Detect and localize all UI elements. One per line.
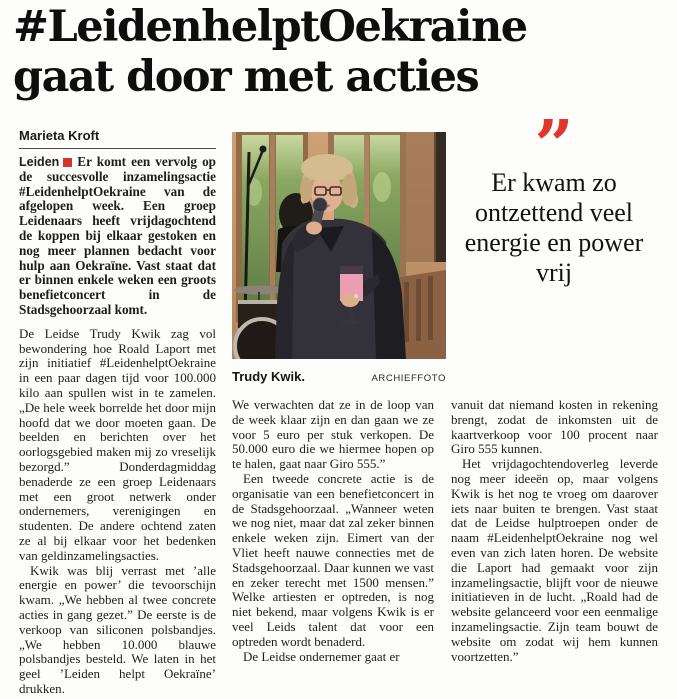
dateline-location: Leiden (19, 155, 60, 169)
article-column-2 (232, 398, 434, 664)
photo-illustration (232, 132, 446, 359)
lead-paragraph (19, 155, 216, 318)
headline-line-1: #LeidenhelptOekraine (13, 2, 527, 52)
pull-quote-text: Er kwam zo ontzettend veel energie en power vrij (464, 168, 644, 287)
pull-quote (448, 116, 660, 288)
body-paragraph: Kwik was blij verrast met ’alle energie en power’ die tevoorschijn kwam. „We hebben al twee concrete acties in gang gezet.” De eerste is de verkoop van siliconen polsbandjes. „We hebben 10.000 blauwe polsbandjes besteld. We laten in het geel ’Leiden helpt Oekraïne’ drukken. (19, 562, 216, 696)
body-paragraph: De Leidse Trudy Kwik zag vol bewondering hoe Roald Laport met zijn initiatief #LeidenhelptOekraine in een paar dagen tijd voor 100.000 kilo aan spullen wist in te zamelen. „De hele week borrelde het door mijn hoofd dat we door moeten gaan. De beelden en berichten over het oorlogsgebied maken mij zo vreselijk bezorgd.” Donderdagmiddag benaderde ze een groep Leidenaars met een groot netwerk onder ondernemers, verenigingen en studenten. De andere ochtend zaten ze al bij elkaar voor het bedenken van geldinzamelingsacties. (19, 325, 216, 563)
body-paragraph: Een tweede concrete actie is de organisatie van een benefietconcert in de Stadsgehoorzaal. „Wanneer weten we nog niet, maar dat zal zeker binnen enkele weken zijn. Eimert van der Vliet heeft nauwe connecties met de Stadsgehoorzaal. Daar kunnen we vast en zeker terecht met 1500 mensen.” Welke artiesten er optreden, is nog niet bekend, maar volgens Kwik is er veel Leids talent dat voor een optreden wordt benaderd. (232, 470, 434, 649)
photo-credit: ARCHIEFFOTO (371, 373, 446, 384)
photo-caption: Trudy Kwik. (232, 369, 305, 384)
article-column-1 (19, 155, 216, 697)
lead-text: Er komt een vervolg op de succesvolle inzamelingsactie #LeidenhelptOekraine van de afgelopen week. Een groep Leidenaars heeft vrijdagochtend de koppen bij elkaar gestoken en nog meer plannen bedacht voor hulp aan Oekraïne. Vast staat dat er binnen enkele weken een groots benefietconcert in de Stadsgehoorzaal komt. (19, 154, 216, 317)
red-square-icon (63, 158, 72, 167)
byline: Marieta Kroft (19, 128, 216, 149)
article-photo (232, 132, 446, 359)
quote-mark-icon: ” (534, 116, 574, 166)
headline-line-2: gaat door met acties (13, 52, 479, 102)
body-paragraph: We verwachten dat ze in de loop van de week klaar zijn en dan gaan we ze voor 5 euro per stuk verkopen. De 50.000 euro die we hiermee hopen op te halen, gaat naar Giro 555.” (232, 397, 434, 472)
article-headline (13, 2, 671, 102)
body-paragraph: De Leidse ondernemer gaat er (243, 648, 400, 664)
body-paragraph: Het vrijdagochtendoverleg leverde nog meer ideeën op, maar volgens Kwik is het nog te vroeg om daarover iets naar buiten te brengen. Vast staat dat de Leidse hulptroepen onder de naam #LeidenhelptOekraine nog wel even van zich laten horen. De website die Laport had gemaakt voor zijn inzamelingsactie, blijft voor de nieuwe initiatieven in de lucht. „Roald had de website gelanceerd voor een eenmalige inzamelingsactie. Zijn team bouwt de website om zodat wij hem kunnen voortzetten.” (451, 456, 658, 664)
article-column-3 (451, 398, 658, 664)
body-paragraph: vanuit dat niemand kosten in rekening brengt, zodat de inkomsten uit de kaartverkoop voor 100 procent naar Giro 555 kunnen. (451, 397, 658, 457)
photo-caption-row (232, 369, 446, 384)
